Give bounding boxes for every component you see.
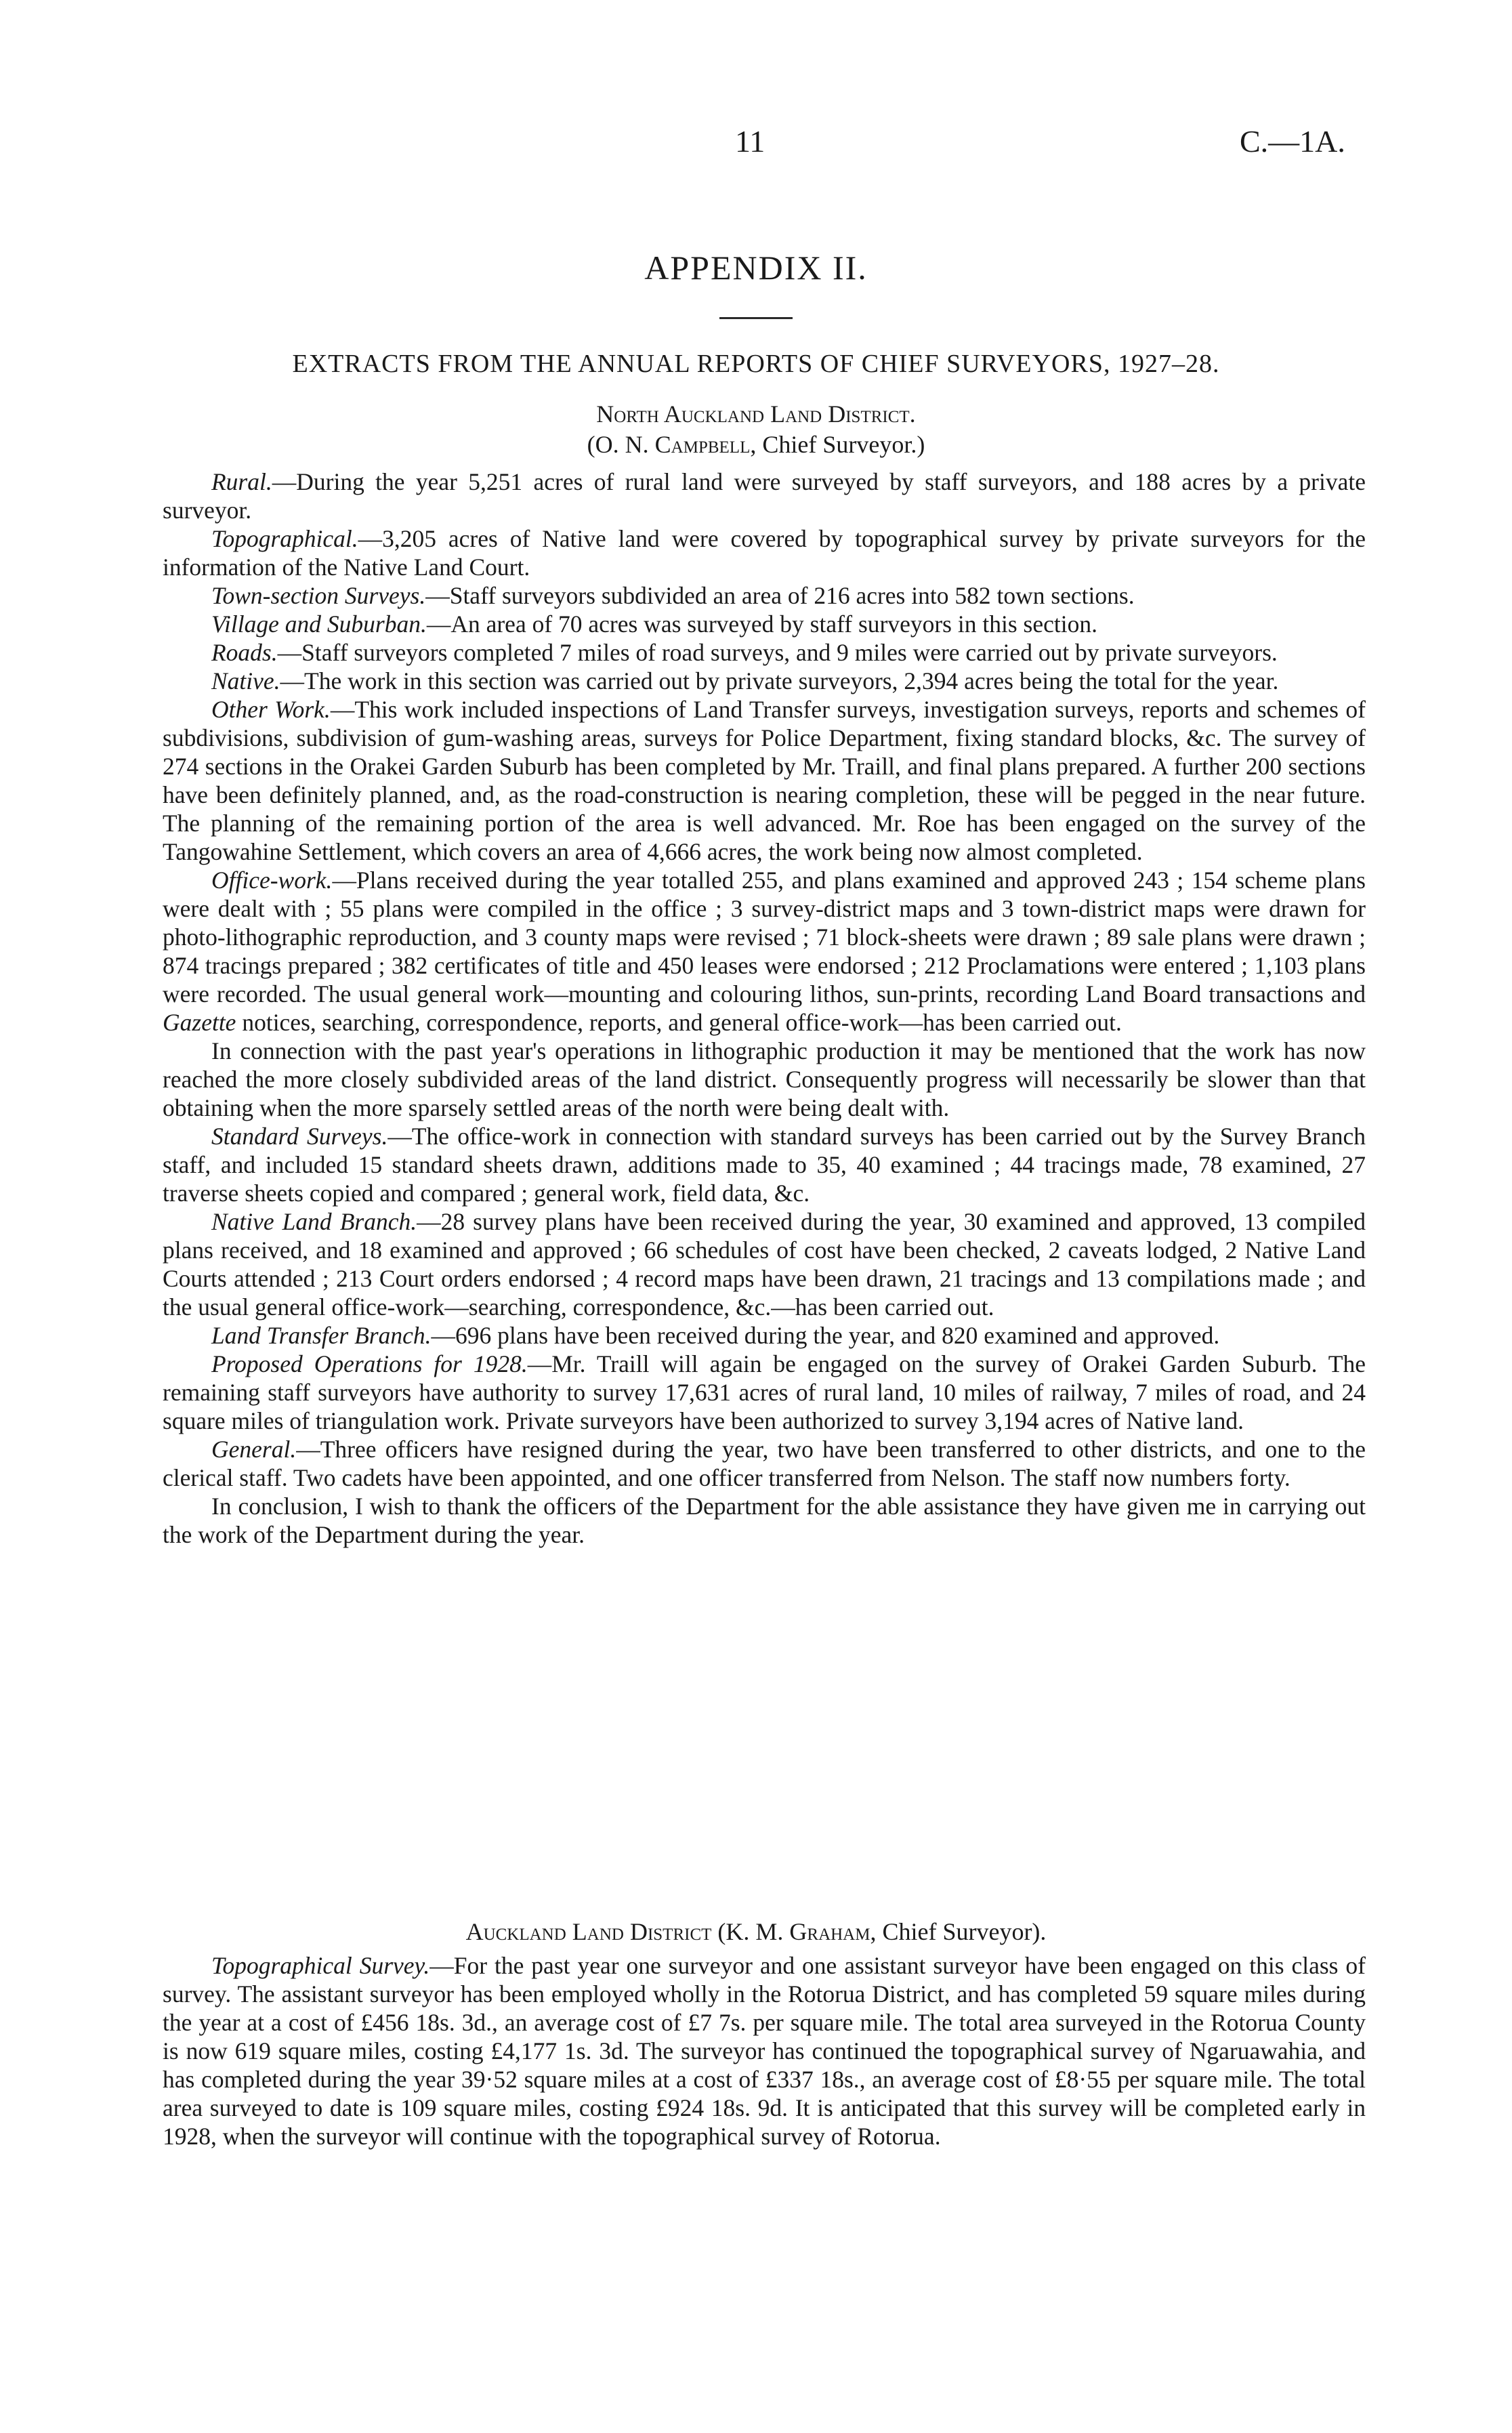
para-native-land-branch (163, 1207, 1366, 1321)
para-topographical (163, 524, 1366, 581)
surveyor-close: , Chief Surveyor.) (750, 431, 925, 458)
auckland-heading-close: , Chief Surveyor). (870, 1918, 1047, 1945)
north-auckland-surveyor (0, 430, 1512, 459)
lead-native-land-branch: Native Land Branch. (211, 1208, 417, 1235)
lead-general: General. (211, 1436, 297, 1463)
north-auckland-heading: North Auckland Land District. (596, 400, 916, 428)
lead-other-work: Other Work. (211, 696, 331, 723)
report-heading: EXTRACTS FROM THE ANNUAL REPORTS OF CHIEF SURVEYORS, 1927–28. (292, 350, 1220, 378)
text-office-work-b: notices, searching, correspondence, reports, and general office-work—has been carried out. (236, 1009, 1122, 1036)
text-village: —An area of 70 acres was surveyed by staff surveyors in this section. (426, 610, 1097, 638)
north-auckland-body (163, 467, 1366, 1549)
lead-village: Village and Suburban. (211, 610, 427, 638)
lead-topographical-survey: Topographical Survey. (211, 1952, 430, 1979)
text-lithographic: In connection with the past year's operations in lithographic production it may be mentioned that the work has now reached the more closely subdivided areas of the land district. Consequently progress will necessarily be slower than that obtaining when the more sparsely settled areas of the north were being dealt with. (163, 1037, 1366, 1121)
appendix-title: APPENDIX II. (644, 249, 868, 287)
text-general: —Three officers have resigned during the year, two have been transferred to other districts, and one to the clerical staff. Two cadets have been appointed, and one officer transferred from Nelson. The staff now numbers forty. (163, 1436, 1366, 1491)
lead-proposed-operations: Proposed Operations for 1928. (211, 1350, 528, 1377)
auckland-heading-open: (K. M. (711, 1918, 790, 1945)
text-proposed-operations: —Mr. Traill will again be engaged on the survey of Orakei Garden Suburb. The remaining staff surveyors have authority to survey 17,631 acres of rural land, 10 miles of railway, 7 miles of road, and 24 square miles of triangulation work. Private surveyors have been authorized to survey 3,194 acres of Native land. (163, 1350, 1366, 1434)
auckland-heading (0, 1917, 1512, 1946)
text-gazette: Gazette (163, 1009, 236, 1036)
lead-rural: Rural. (211, 468, 272, 495)
para-topographical-survey (163, 1951, 1366, 2150)
auckland-heading-name: Graham (789, 1918, 870, 1945)
para-conclusion (163, 1492, 1366, 1549)
text-rural: —During the year 5,251 acres of rural land were surveyed by staff surveyors, and 188 acres by a private surveyor. (163, 468, 1366, 524)
document-code: C.—1A. (1240, 124, 1345, 159)
auckland-heading-district: Auckland Land District (465, 1918, 712, 1945)
para-village (163, 610, 1366, 638)
para-general (163, 1435, 1366, 1492)
surveyor-name: Campbell (654, 431, 751, 458)
para-other-work (163, 695, 1366, 866)
page-number: 11 (735, 124, 765, 159)
lead-topographical: Topographical. (211, 525, 358, 552)
text-topographical: —3,205 acres of Native land were covered by topographical survey by private surveyors for the information of the Native Land Court. (163, 525, 1366, 581)
para-lithographic (163, 1037, 1366, 1122)
para-roads (163, 638, 1366, 667)
text-native-land-branch: —28 survey plans have been received during the year, 30 examined and approved, 13 compiled plans received, and 18 examined and approved ; 66 schedules of cost have been checked, 2 caveats lodged, 2 Native Land Courts attended ; 213 Court orders endorsed ; 4 record maps have been drawn, 21 tracings and 13 compilations made ; and the usual general office-work—searching, correspondence, &c.—has been carried out. (163, 1208, 1366, 1321)
lead-town-section: Town-section Surveys. (211, 582, 426, 609)
para-proposed-operations (163, 1350, 1366, 1435)
text-town-section: —Staff surveyors subdivided an area of 216 acres into 582 town sections. (425, 582, 1135, 609)
para-office-work (163, 866, 1366, 1037)
lead-office-work: Office-work. (211, 867, 333, 894)
text-native: —The work in this section was carried out by private surveyors, 2,394 acres being the total for the year. (280, 667, 1279, 694)
lead-native: Native. (211, 667, 280, 694)
para-native (163, 667, 1366, 695)
title-rule (719, 317, 793, 319)
lead-standard-surveys: Standard Surveys. (211, 1123, 388, 1150)
text-office-work-a: —Plans received during the year totalled 255, and plans examined and approved 243 ; 154 scheme plans were dealt with ; 55 plans were compiled in the office ; 3 survey-district maps and 3 town-district maps were drawn for photo-lithographic reproduction, and 3 county maps were revised ; 71 block-sheets were drawn ; 89 sale plans were drawn ; 874 tracings prepared ; 382 certificates of title and 450 leases were endorsed ; 212 Proclamations were entered ; 1,103 plans were recorded. The usual general work—mounting and colouring lithos, sun-prints, recording Land Board transactions and (163, 867, 1366, 1007)
auckland-body (163, 1951, 1366, 2150)
para-standard-surveys (163, 1122, 1366, 1207)
lead-land-transfer: Land Transfer Branch. (211, 1322, 432, 1349)
text-topographical-survey: —For the past year one surveyor and one assistant surveyor have been engaged on this class of survey. The assistant surveyor has been employed wholly in the Rotorua District, and has completed 59 square miles during the year at a cost of £456 18s. 3d., an average cost of £7 7s. per square mile. The total area surveyed in the Rotorua County is now 619 square miles, costing £4,177 1s. 3d. The surveyor has continued the topographical survey of Ngaruawahia, and has completed during the year 39·52 square miles at a cost of £337 18s., an average cost of £8·55 per square mile. The total area surveyed to date is 109 square miles, costing £924 18s. 9d. It is anticipated that this survey will be completed early in 1928, when the surveyor will continue with the topographical survey of Rotorua. (163, 1952, 1366, 2150)
para-town-section (163, 581, 1366, 610)
text-standard-surveys: —The office-work in connection with standard surveys has been carried out by the Survey Branch staff, and included 15 standard sheets drawn, additions made to 35, 40 examined ; 44 tracings made, 78 examined, 27 traverse sheets copied and compared ; general work, field data, &c. (163, 1123, 1366, 1207)
para-land-transfer (163, 1321, 1366, 1350)
lead-roads: Roads. (211, 639, 278, 666)
text-conclusion: In conclusion, I wish to thank the officers of the Department for the able assistance they have given me in carrying out the work of the Department during the year. (163, 1493, 1366, 1548)
para-rural (163, 467, 1366, 524)
text-other-work: —This work included inspections of Land Transfer surveys, investigation surveys, reports and schemes of subdivisions, subdivision of gum-washing areas, surveys for Police Department, fixing standard blocks, &c. The survey of 274 sections in the Orakei Garden Suburb has been completed by Mr. Traill, and final plans prepared. A further 200 sections have been definitely planned, and, as the road-construction is nearing completion, these will be pegged in the near future. The planning of the remaining portion of the area is well advanced. Mr. Roe has been engaged on the survey of the Tangowahine Settlement, which covers an area of 4,666 acres, the work being now almost completed. (163, 696, 1366, 865)
text-land-transfer: —696 plans have been received during the year, and 820 examined and approved. (431, 1322, 1220, 1349)
surveyor-open: (O. N. (587, 431, 655, 458)
text-roads: —Staff surveyors completed 7 miles of road surveys, and 9 miles were carried out by private surveyors. (277, 639, 1278, 666)
